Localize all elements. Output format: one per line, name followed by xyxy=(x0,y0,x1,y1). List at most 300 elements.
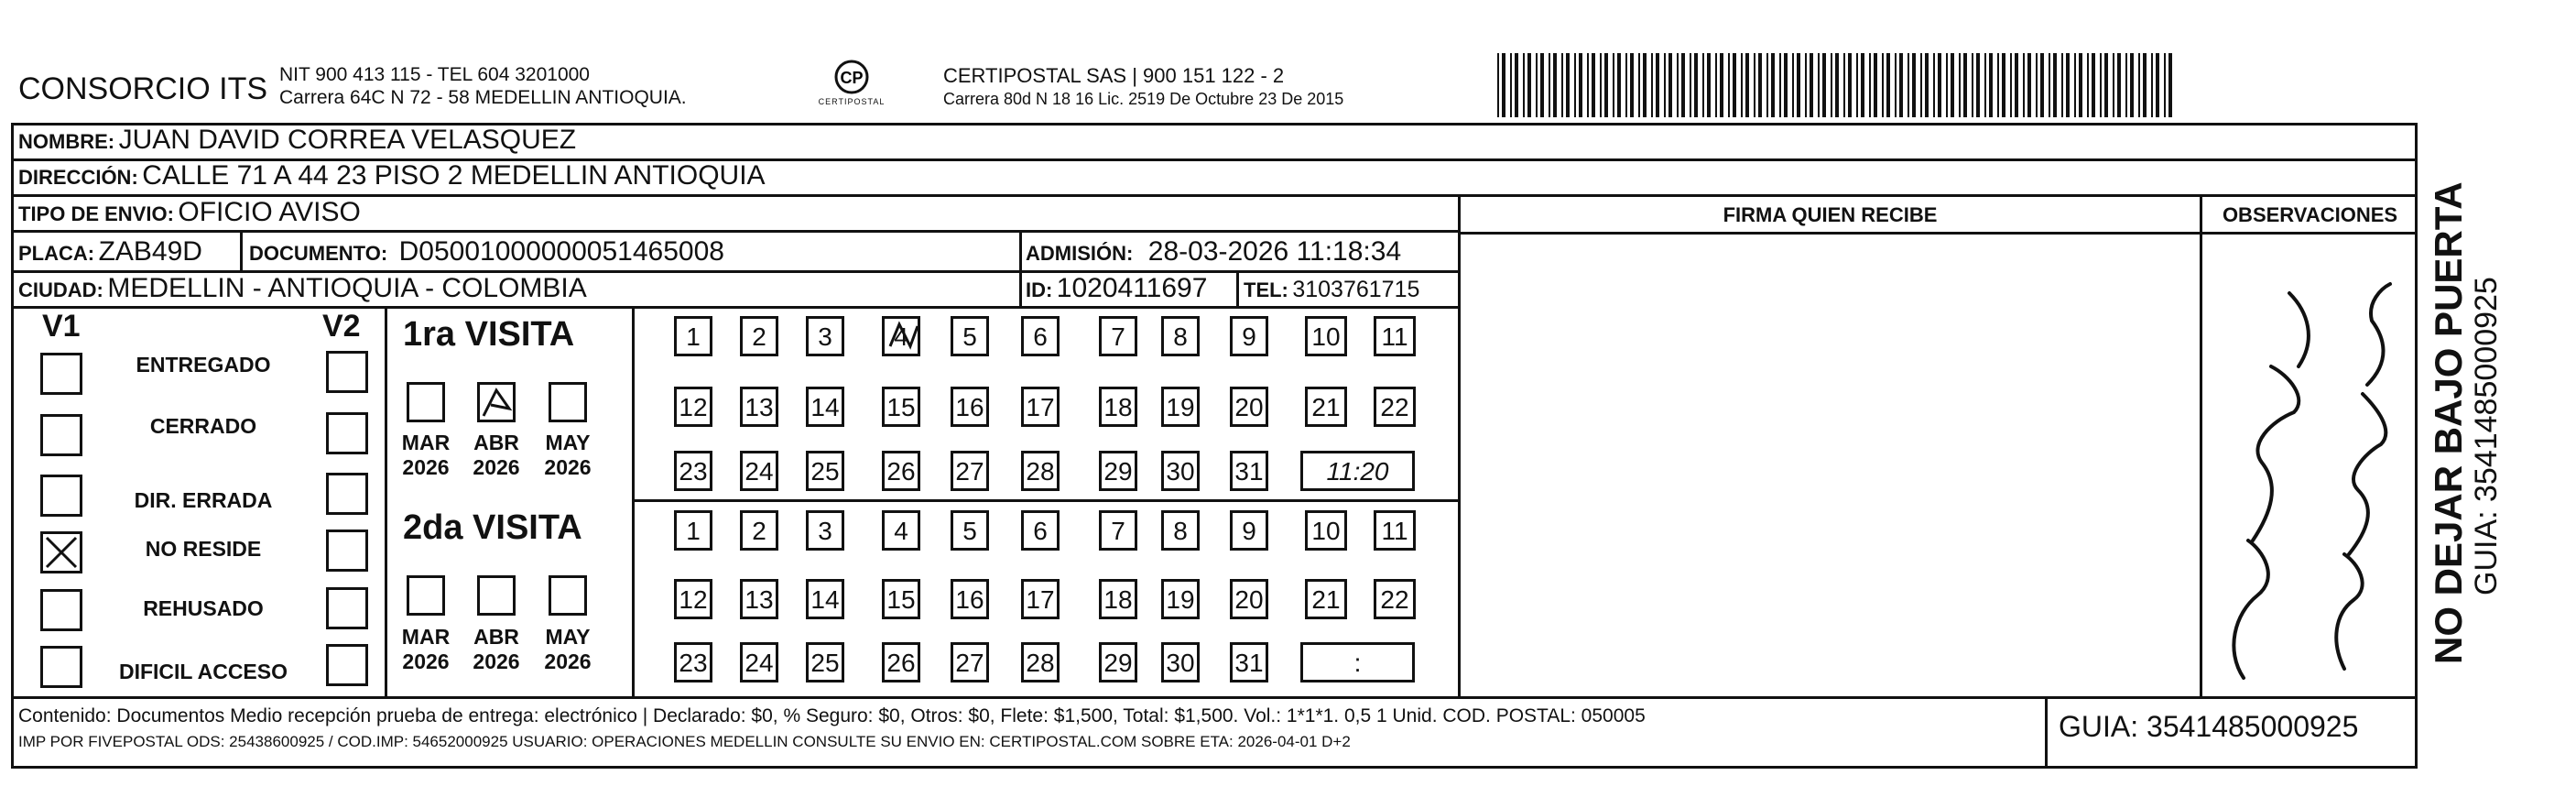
logo-text: CERTIPOSTAL xyxy=(818,97,886,106)
day-number: 4 xyxy=(894,322,908,351)
day-number: 23 xyxy=(679,649,708,677)
handwritten-mark-icon xyxy=(480,385,513,420)
tel-row xyxy=(1244,277,1419,303)
barcode-bar xyxy=(1651,53,1653,117)
day-box[interactable] xyxy=(674,510,712,551)
day-box[interactable] xyxy=(1021,510,1060,551)
month-checkbox[interactable] xyxy=(477,382,516,422)
month-checkbox[interactable] xyxy=(549,575,587,616)
barcode-bar xyxy=(2087,53,2089,117)
id-row xyxy=(1026,273,1207,304)
id-value: 1020411697 xyxy=(1056,273,1208,303)
barcode-bar xyxy=(1869,53,1871,117)
barcode-bar xyxy=(1920,53,1922,117)
day-box[interactable] xyxy=(1374,579,1416,619)
tipo-value: OFICIO AVISO xyxy=(178,197,361,227)
barcode-bar xyxy=(1822,53,1826,117)
barcode-bar xyxy=(1984,53,1986,117)
barcode-bar xyxy=(1758,53,1762,117)
barcode-bar xyxy=(1630,53,1634,117)
barcode-bar xyxy=(1899,53,1903,117)
day-box[interactable] xyxy=(1021,579,1060,619)
barcode-bar xyxy=(2143,53,2147,117)
barcode-bar xyxy=(1497,53,1499,117)
v1-checkbox[interactable] xyxy=(40,353,82,395)
barcode-bar xyxy=(1668,53,1672,117)
barcode-bar xyxy=(1574,53,1576,117)
day-number: 7 xyxy=(1111,517,1125,545)
day-box[interactable] xyxy=(1099,642,1137,682)
day-number: 24 xyxy=(745,457,774,486)
barcode-bar xyxy=(2015,53,2018,117)
day-number: 4 xyxy=(894,517,908,545)
day-box[interactable] xyxy=(1230,642,1268,682)
day-number: 26 xyxy=(886,649,916,677)
barcode-bar xyxy=(1643,53,1647,117)
day-number: 20 xyxy=(1234,585,1264,614)
barcode-bar xyxy=(1523,53,1525,117)
day-box[interactable] xyxy=(806,510,844,551)
barcode-bar xyxy=(1848,53,1852,117)
check-x-icon xyxy=(43,534,80,571)
day-number: 25 xyxy=(810,649,840,677)
certipostal-license: Carrera 80d N 18 16 Lic. 2519 De Octubre 23 De 2015 xyxy=(943,90,1344,108)
day-number: 29 xyxy=(1103,457,1133,486)
barcode-bar xyxy=(2156,53,2159,117)
barcode-bar xyxy=(1613,53,1614,117)
day-box[interactable] xyxy=(1230,579,1268,619)
day-box[interactable] xyxy=(1374,510,1416,551)
year-label: 2026 xyxy=(473,650,520,673)
documento-label: DOCUMENTO: xyxy=(249,242,388,265)
day-box[interactable] xyxy=(1099,451,1137,491)
barcode-bar xyxy=(1540,53,1544,117)
admision-value: 28-03-2026 11:18:34 xyxy=(1147,236,1402,267)
day-box[interactable] xyxy=(806,387,844,427)
day-box[interactable] xyxy=(1161,316,1200,356)
company-address: Carrera 64C N 72 - 58 MEDELLIN ANTIOQUIA. xyxy=(279,87,687,108)
barcode-bar xyxy=(2138,53,2140,117)
footer-content: Contenido: Documentos Medio recepción prueba de entrega: electrónico | Declarado: $0, % Seguro: $0, Otros: $0, Flete: $1,500, Total: $1,500. Vol.: 1*1*1. 0,5 1 Unid. COD. POSTAL: 050005 xyxy=(18,705,1646,726)
day-box[interactable] xyxy=(1021,316,1060,356)
v2-checkbox[interactable] xyxy=(326,644,368,686)
day-box[interactable] xyxy=(882,642,920,682)
barcode-bar xyxy=(1617,53,1621,117)
day-box[interactable] xyxy=(951,510,989,551)
footer-guia: GUIA: 3541485000925 xyxy=(2059,710,2359,743)
direccion-value: CALLE 71 A 44 23 PISO 2 MEDELLIN ANTIOQUIA xyxy=(142,160,766,191)
day-number: 20 xyxy=(1234,393,1264,421)
barcode-bar xyxy=(1664,53,1666,117)
day-box[interactable] xyxy=(674,387,712,427)
barcode-bar xyxy=(1728,53,1730,117)
certipostal-info: CERTIPOSTAL SAS | 900 151 122 - 2 xyxy=(943,64,1285,87)
barcode-bar xyxy=(1600,53,1602,117)
day-box[interactable] xyxy=(740,387,778,427)
day-box[interactable] xyxy=(1230,387,1268,427)
day-box[interactable] xyxy=(806,642,844,682)
day-number: 10 xyxy=(1311,517,1341,545)
documento-row xyxy=(249,236,724,268)
day-number: 8 xyxy=(1173,322,1188,351)
barcode-bar xyxy=(2130,53,2134,117)
day-box[interactable] xyxy=(1374,387,1416,427)
day-box[interactable] xyxy=(674,579,712,619)
barcode-bar xyxy=(1805,53,1807,117)
month-checkbox[interactable] xyxy=(549,382,587,422)
day-box[interactable] xyxy=(1230,510,1268,551)
barcode-bar xyxy=(2049,53,2050,117)
barcode-bar xyxy=(1707,53,1711,117)
barcode-bar xyxy=(1694,53,1698,117)
day-box[interactable] xyxy=(1305,316,1347,356)
day-number: 13 xyxy=(745,585,774,614)
day-box[interactable] xyxy=(1305,387,1347,427)
day-box[interactable] xyxy=(882,510,920,551)
day-number: 17 xyxy=(1026,393,1055,421)
day-box[interactable] xyxy=(1099,316,1137,356)
day-number: 28 xyxy=(1026,649,1055,677)
nombre-value: JUAN DAVID CORREA VELASQUEZ xyxy=(118,125,577,155)
barcode-bar xyxy=(1741,53,1743,117)
year-label: 2026 xyxy=(544,455,592,479)
barcode-bar xyxy=(1510,53,1512,117)
status-label: NO RESIDE xyxy=(145,537,262,561)
day-number: 30 xyxy=(1166,649,1195,677)
day-number: 15 xyxy=(886,585,916,614)
barcode-bar xyxy=(1843,53,1845,117)
barcode-bar xyxy=(1702,53,1704,117)
day-number: 15 xyxy=(886,393,916,421)
v1-checkbox[interactable] xyxy=(40,531,82,573)
day-box[interactable] xyxy=(740,642,778,682)
barcode-bar xyxy=(2074,53,2076,117)
barcode-bar xyxy=(1784,53,1788,117)
barcode-bar xyxy=(1779,53,1781,117)
v1-checkbox[interactable] xyxy=(40,414,82,456)
barcode xyxy=(1497,53,2179,117)
month-label: ABR xyxy=(473,625,519,649)
day-box[interactable] xyxy=(1161,451,1200,491)
barcode-icon xyxy=(1497,53,2179,117)
day-number: 7 xyxy=(1111,322,1125,351)
day-number: 31 xyxy=(1234,649,1264,677)
barcode-bar xyxy=(1638,53,1640,117)
barcode-bar xyxy=(1856,53,1858,117)
barcode-bar xyxy=(1549,53,1550,117)
day-box[interactable] xyxy=(1021,451,1060,491)
side-guia: GUIA: 3541485000925 xyxy=(2469,277,2504,595)
day-number: 3 xyxy=(818,322,832,351)
day-number: 1 xyxy=(686,322,701,351)
barcode-bar xyxy=(1997,53,1999,117)
v2-checkbox[interactable] xyxy=(326,587,368,629)
first-visit-title: 1ra VISITA xyxy=(403,315,575,354)
day-number: 14 xyxy=(810,585,840,614)
barcode-bar xyxy=(2168,53,2172,117)
v2-checkbox[interactable] xyxy=(326,351,368,393)
status-label: DIR. ERRADA xyxy=(134,488,273,512)
barcode-bar xyxy=(1766,53,1768,117)
barcode-bar xyxy=(2053,53,2057,117)
day-box[interactable] xyxy=(1099,579,1137,619)
day-number: 27 xyxy=(955,649,984,677)
day-box[interactable] xyxy=(674,451,712,491)
day-box[interactable] xyxy=(1305,579,1347,619)
day-number: 26 xyxy=(886,457,916,486)
barcode-bar xyxy=(1515,53,1518,117)
day-box[interactable] xyxy=(674,316,712,356)
v1-checkbox[interactable] xyxy=(40,589,82,631)
barcode-bar xyxy=(1604,53,1608,117)
day-number: 12 xyxy=(679,393,708,421)
barcode-bar xyxy=(1561,53,1563,117)
day-box[interactable] xyxy=(806,579,844,619)
ciudad-row xyxy=(18,273,587,304)
day-box[interactable] xyxy=(951,451,989,491)
day-number: 16 xyxy=(955,393,984,421)
year-label: 2026 xyxy=(473,455,520,479)
direccion-label: DIRECCIÓN: xyxy=(18,166,138,189)
barcode-bar xyxy=(1895,53,1897,117)
month-checkbox[interactable] xyxy=(407,575,445,616)
day-box[interactable] xyxy=(740,510,778,551)
barcode-bar xyxy=(2117,53,2121,117)
day-box[interactable] xyxy=(740,316,778,356)
v2-checkbox[interactable] xyxy=(326,473,368,515)
day-box[interactable] xyxy=(1305,510,1347,551)
visit-time: : xyxy=(1353,649,1362,677)
barcode-bar xyxy=(1912,53,1916,117)
barcode-bar xyxy=(1502,53,1505,117)
barcode-bar xyxy=(1976,53,1980,117)
placa-value: ZAB49D xyxy=(98,236,202,267)
day-box[interactable] xyxy=(1161,387,1200,427)
day-box[interactable] xyxy=(951,387,989,427)
day-number: 18 xyxy=(1103,393,1133,421)
day-number: 27 xyxy=(955,457,984,486)
day-box[interactable] xyxy=(674,642,712,682)
day-number: 25 xyxy=(810,457,840,486)
tel-label: TEL: xyxy=(1244,278,1288,301)
year-label: 2026 xyxy=(544,650,592,673)
month-checkbox[interactable] xyxy=(407,382,445,422)
month-checkbox[interactable] xyxy=(477,575,516,616)
barcode-bar xyxy=(1831,53,1832,117)
documento-value: D050010000000514650​08 xyxy=(398,236,724,267)
month-label: MAR xyxy=(401,625,451,649)
barcode-bar xyxy=(1951,53,1954,117)
month-label: ABR xyxy=(473,431,519,454)
day-number: 2 xyxy=(752,322,766,351)
day-number: 14 xyxy=(810,393,840,421)
barcode-bar xyxy=(1566,53,1570,117)
barcode-bar xyxy=(2100,53,2102,117)
day-box[interactable] xyxy=(1230,316,1268,356)
day-box[interactable] xyxy=(1021,387,1060,427)
day-number: 11 xyxy=(1381,517,1408,545)
barcode-bar xyxy=(1963,53,1967,117)
day-number: 31 xyxy=(1234,457,1264,486)
barcode-bar xyxy=(2010,53,2012,117)
barcode-bar xyxy=(1677,53,1679,117)
tipo-row xyxy=(18,197,361,228)
handwritten-mark-icon xyxy=(885,319,921,355)
barcode-bar xyxy=(1810,53,1813,117)
barcode-bar xyxy=(1972,53,1973,117)
day-box[interactable] xyxy=(1161,579,1200,619)
day-box[interactable] xyxy=(1021,642,1060,682)
day-box[interactable] xyxy=(1374,316,1416,356)
day-box[interactable] xyxy=(882,579,920,619)
barcode-bar xyxy=(2027,53,2031,117)
ciudad-value: MEDELLIN - ANTIOQUIA - COLOMBIA xyxy=(107,273,587,303)
barcode-bar xyxy=(1690,53,1691,117)
v1-checkbox[interactable] xyxy=(40,475,82,517)
day-number: 30 xyxy=(1166,457,1195,486)
day-number: 23 xyxy=(679,457,708,486)
barcode-bar xyxy=(1745,53,1749,117)
barcode-bar xyxy=(2092,53,2095,117)
barcode-bar xyxy=(2079,53,2082,117)
barcode-bar xyxy=(1625,53,1627,117)
year-label: 2026 xyxy=(402,650,450,673)
month-label: MAR xyxy=(401,431,451,454)
barcode-bar xyxy=(1587,53,1589,117)
barcode-bar xyxy=(1656,53,1659,117)
day-box[interactable] xyxy=(951,579,989,619)
barcode-bar xyxy=(1579,53,1582,117)
second-visit-title: 2da VISITA xyxy=(403,508,582,547)
day-number: 24 xyxy=(745,649,774,677)
barcode-bar xyxy=(1818,53,1820,117)
day-box[interactable] xyxy=(951,642,989,682)
day-number: 12 xyxy=(679,585,708,614)
firma-header: FIRMA QUIEN RECIBE xyxy=(1723,203,1938,226)
barcode-bar xyxy=(2040,53,2044,117)
barcode-bar xyxy=(2061,53,2063,117)
day-number: 21 xyxy=(1311,393,1341,421)
day-box[interactable] xyxy=(1161,642,1200,682)
day-box[interactable] xyxy=(951,316,989,356)
v2-checkbox[interactable] xyxy=(326,412,368,454)
observaciones-header: OBSERVACIONES xyxy=(2222,203,2398,226)
barcode-bar xyxy=(2023,53,2025,117)
barcode-bar xyxy=(1720,53,1723,117)
company-name: CONSORCIO ITS xyxy=(18,71,268,106)
day-box[interactable] xyxy=(1099,510,1137,551)
barcode-bar xyxy=(2002,53,2005,117)
day-box[interactable] xyxy=(882,316,920,356)
day-number: 1 xyxy=(686,517,701,545)
id-label: ID: xyxy=(1026,278,1053,301)
day-box[interactable] xyxy=(806,451,844,491)
status-label: ENTREGADO xyxy=(136,353,271,377)
day-number: 10 xyxy=(1311,322,1341,351)
day-box[interactable] xyxy=(1099,387,1137,427)
day-number: 6 xyxy=(1033,322,1048,351)
tel-value: 3103761715 xyxy=(1292,277,1420,302)
v1-label: V1 xyxy=(42,309,81,344)
v1-checkbox[interactable] xyxy=(40,646,82,688)
handwriting-icon xyxy=(2207,247,2413,687)
day-number: 17 xyxy=(1026,585,1055,614)
day-box[interactable] xyxy=(1230,451,1268,491)
barcode-bar xyxy=(1797,53,1800,117)
barcode-bar xyxy=(1733,53,1736,117)
barcode-bar xyxy=(1861,53,1864,117)
day-number: 2 xyxy=(752,517,766,545)
day-box[interactable] xyxy=(740,579,778,619)
company-nit-tel: NIT 900 413 115 - TEL 604 3201000 xyxy=(279,64,590,85)
barcode-bar xyxy=(2151,53,2153,117)
svg-text:CP: CP xyxy=(840,69,864,87)
barcode-bar xyxy=(1536,53,1538,117)
day-box[interactable] xyxy=(740,451,778,491)
barcode-bar xyxy=(1553,53,1557,117)
v2-checkbox[interactable] xyxy=(326,530,368,572)
barcode-bar xyxy=(1925,53,1929,117)
day-number: 9 xyxy=(1242,517,1256,545)
barcode-bar xyxy=(1771,53,1775,117)
tipo-label: TIPO DE ENVIO: xyxy=(18,202,174,225)
day-number: 22 xyxy=(1380,393,1409,421)
barcode-bar xyxy=(1835,53,1839,117)
barcode-bar xyxy=(2104,53,2108,117)
day-number: 5 xyxy=(962,322,977,351)
day-number: 13 xyxy=(745,393,774,421)
day-number: 21 xyxy=(1311,585,1341,614)
day-number: 11 xyxy=(1381,322,1408,351)
day-number: 19 xyxy=(1166,393,1195,421)
barcode-bar xyxy=(1715,53,1717,117)
day-box[interactable] xyxy=(882,387,920,427)
barcode-bar xyxy=(1946,53,1948,117)
barcode-bar xyxy=(1527,53,1531,117)
year-label: 2026 xyxy=(402,455,450,479)
placa-label: PLACA: xyxy=(18,242,95,265)
day-box[interactable] xyxy=(1161,510,1200,551)
barcode-bar xyxy=(2125,53,2127,117)
ciudad-label: CIUDAD: xyxy=(18,278,103,301)
barcode-bar xyxy=(1908,53,1909,117)
barcode-bar xyxy=(1592,53,1595,117)
day-box[interactable] xyxy=(806,316,844,356)
v2-label: V2 xyxy=(322,309,361,344)
nombre-row xyxy=(18,125,576,156)
barcode-bar xyxy=(2164,53,2166,117)
status-label: CERRADO xyxy=(149,414,257,438)
admision-row xyxy=(1026,236,1401,268)
barcode-bar xyxy=(1792,53,1794,117)
certipostal-logo xyxy=(806,57,897,112)
day-box[interactable] xyxy=(882,451,920,491)
barcode-bar xyxy=(2113,53,2114,117)
day-number: 3 xyxy=(818,517,832,545)
barcode-bar xyxy=(1886,53,1890,117)
day-number: 8 xyxy=(1173,517,1188,545)
barcode-bar xyxy=(1933,53,1935,117)
day-number: 18 xyxy=(1103,585,1133,614)
day-number: 22 xyxy=(1380,585,1409,614)
visit-time-box[interactable] xyxy=(1300,642,1415,682)
month-label: MAY xyxy=(545,431,591,454)
visit-time-box[interactable] xyxy=(1300,451,1415,491)
barcode-bar xyxy=(1938,53,1941,117)
admision-label: ADMISIÓN: xyxy=(1026,242,1134,265)
barcode-bar xyxy=(1754,53,1755,117)
day-number: 16 xyxy=(955,585,984,614)
